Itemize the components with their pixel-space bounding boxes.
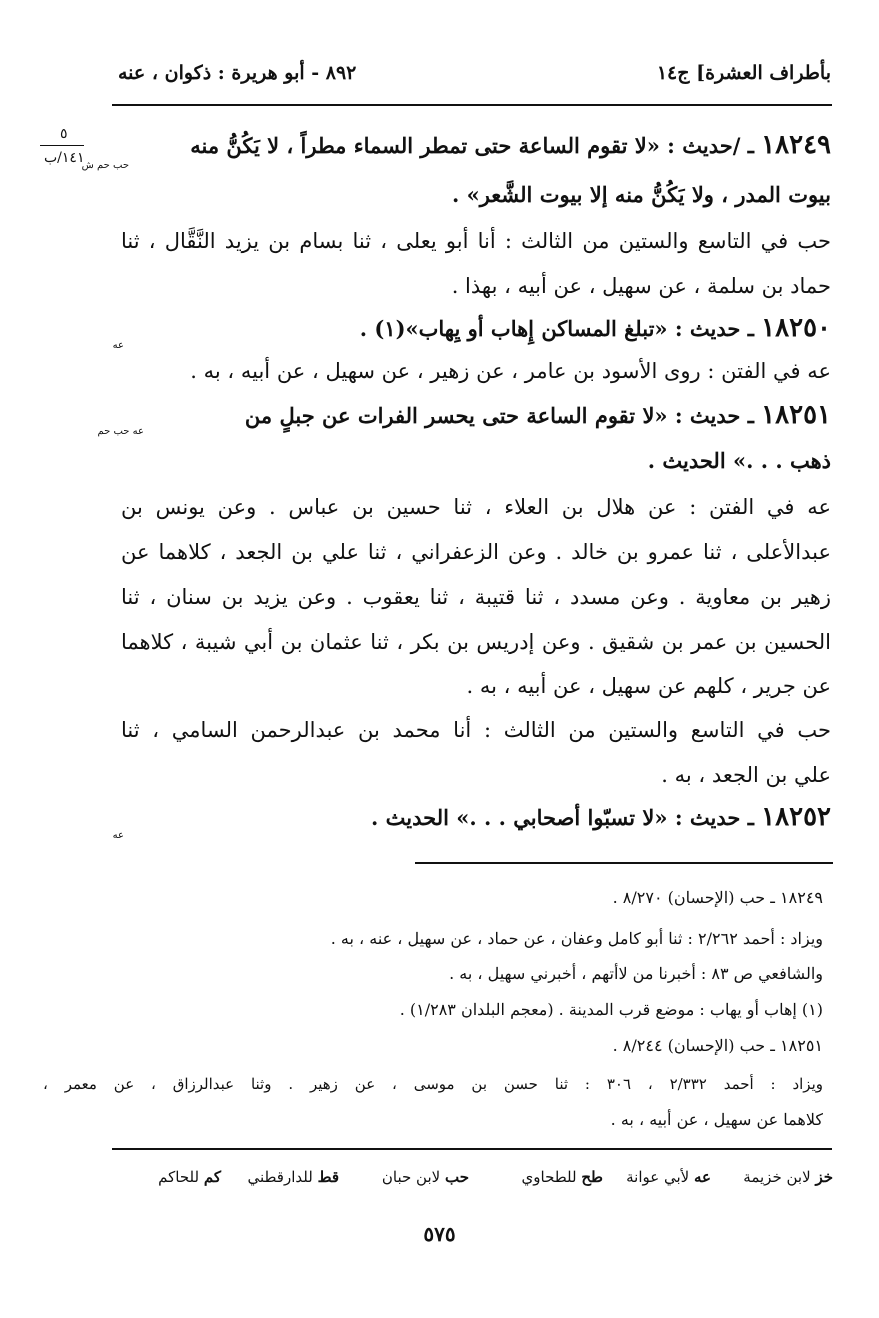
- entry-body-line: عه في الفتن : روى الأسود بن عامر ، عن زهير ، عن سهيل ، عن أبيه ، به .: [190, 359, 831, 383]
- abbreviation-name: لابن خزيمة: [743, 1168, 811, 1186]
- abbreviation-code: عه: [694, 1168, 711, 1186]
- running-header-book: بأطراف العشرة] ج١٤: [656, 62, 831, 84]
- entry-heading: [121, 802, 831, 833]
- entry-body-line: عن جرير ، كلهم عن سهيل ، عن أبيه ، به .: [466, 674, 831, 698]
- running-header-section: ٨٩٢ - أبو هريرة : ذكوان ، عنه: [118, 62, 357, 84]
- entry-body-line: حب في التاسع والستين من الثالث : أنا أبو يعلى ، ثنا بسام بن يزيد النَّقَّال ، ثنا: [121, 229, 831, 253]
- page-number: ٥٧٥: [423, 1222, 456, 1246]
- entry-number: ١٨٢٥٢: [761, 802, 831, 832]
- abbreviation-code: خز: [815, 1168, 833, 1186]
- abbreviation-name: للحاكم: [158, 1168, 200, 1186]
- entry-sigla: عه: [112, 830, 124, 841]
- footnote-line: والشافعي ص ٨٣ : أخبرنا من لاأتهم ، أخبرني سهيل ، به .: [449, 964, 823, 983]
- abbreviation-name: لابن حبان: [381, 1168, 441, 1186]
- abbreviation-item: [158, 1168, 221, 1186]
- footnote-separator: [415, 862, 833, 864]
- entry-heading: [121, 400, 831, 431]
- entry-heading: [121, 313, 831, 344]
- abbreviations-rule: [112, 1148, 832, 1150]
- abbreviation-item: [522, 1168, 603, 1186]
- entry-text: ـ /حديث : «لا تقوم الساعة حتى تمطر السماء مطراً ، لا يَكُنُّ منه: [190, 133, 762, 158]
- entry-text-continued: بيوت المدر ، ولا يَكُنُّ منه إلا بيوت الشَّعر» .: [451, 182, 831, 207]
- entry-body-line: عه في الفتن : عن هلال بن العلاء ، ثنا حسين بن عباس . وعن يونس بن: [121, 495, 831, 519]
- entry-number: ١٨٢٤٩: [761, 130, 831, 160]
- entry-sigla: حب حم ش: [81, 160, 129, 171]
- entry-text: ـ حديث : «تبلغ المساكن إِهاب أو يِهاب»(١) .: [359, 316, 762, 341]
- footnote-line: ويزاد : أحمد ٢/٢٦٢ : ثنا أبو كامل وعفان ، عن حماد ، عن سهيل ، عنه ، به .: [330, 929, 823, 948]
- margin-note-bottom: ١٤١/ب: [44, 150, 85, 166]
- entry-text: ـ حديث : «لا تسبّوا أصحابي . . .» الحديث .: [371, 805, 762, 830]
- abbreviation-code: طح: [581, 1168, 603, 1186]
- abbreviation-name: للطحاوي: [521, 1168, 577, 1186]
- abbreviation-code: كم: [203, 1168, 221, 1186]
- abbreviation-item: [382, 1168, 469, 1186]
- header-rule: [112, 104, 832, 106]
- entry-body-line: زهير بن معاوية . وعن مسدد ، ثنا قتيبة ، ثنا يعقوب . وعن يزيد بن سنان ، ثنا: [121, 585, 831, 609]
- footnote-line: ١٨٢٥١ ـ حب (الإحسان) ٨/٢٤٤ .: [612, 1036, 823, 1055]
- entry-heading: [121, 130, 831, 161]
- abbreviation-code: حب: [444, 1168, 469, 1186]
- entry-body-line: حماد بن سلمة ، عن سهيل ، عن أبيه ، بهذا .: [451, 274, 831, 298]
- entry-body-line: حب في التاسع والستين من الثالث : أنا محمد بن عبدالرحمن السامي ، ثنا: [121, 718, 831, 742]
- footnote-line: كلاهما عن سهيل ، عن أبيه ، به .: [610, 1110, 823, 1129]
- margin-note-top: ٥: [60, 126, 68, 142]
- entry-body-line: علي بن الجعد ، به .: [661, 763, 831, 787]
- abbreviation-code: قط: [317, 1168, 339, 1186]
- abbreviation-item: [743, 1168, 833, 1186]
- entry-text-continued: ذهب . . .» الحديث .: [647, 448, 831, 473]
- entry-body-line: عبدالأعلى ، ثنا عمرو بن خالد . وعن الزعفراني ، ثنا علي بن الجعد ، كلاهما عن: [121, 540, 831, 564]
- abbreviation-item: [626, 1168, 711, 1186]
- entry-body-line: الحسين بن عمر بن شقيق . وعن إدريس بن بكر ، ثنا عثمان بن أبي شيبة ، كلاهما: [121, 630, 831, 654]
- entry-sigla: عه: [112, 340, 124, 351]
- abbreviation-name: لأبي عوانة: [626, 1168, 690, 1186]
- entry-number: ١٨٢٥١: [761, 400, 831, 430]
- entry-text: ـ حديث : «لا تقوم الساعة حتى يحسر الفرات عن جبلٍ من: [244, 403, 762, 428]
- footnote-line: ويزاد : أحمد ٢/٣٣٢ ، ٣٠٦ : ثنا حسن بن موسى ، عن زهير . وثنا عبدالرزاق ، عن معمر ،: [43, 1075, 823, 1093]
- entry-number: ١٨٢٥٠: [761, 313, 831, 343]
- abbreviation-item: [247, 1168, 339, 1186]
- footnote-line: ١٨٢٤٩ ـ حب (الإحسان) ٨/٢٧٠ .: [612, 888, 823, 907]
- margin-note-rule: [40, 145, 84, 146]
- entry-sigla: عه حب حم: [97, 426, 144, 437]
- footnote-line: (١) إهاب أو يهاب : موضع قرب المدينة . (معجم البلدان ١/٢٨٣) .: [399, 1000, 823, 1019]
- abbreviation-name: للدارقطني: [247, 1168, 313, 1186]
